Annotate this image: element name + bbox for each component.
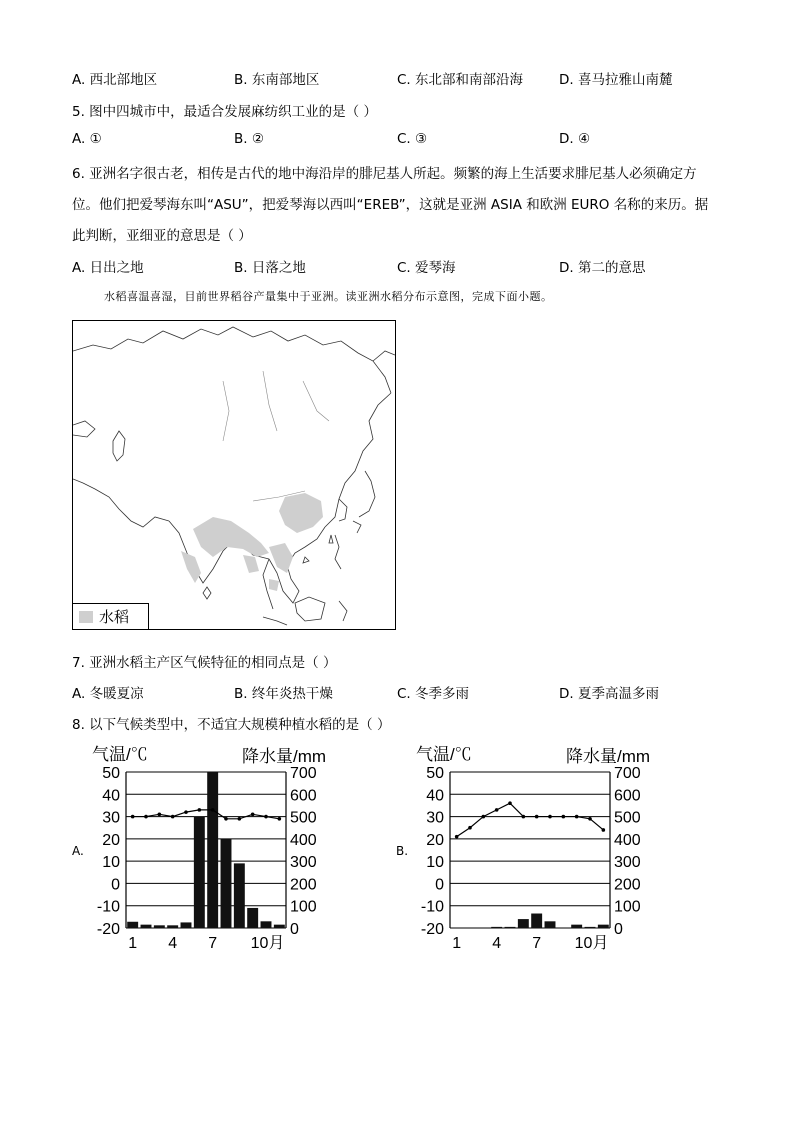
temperature-point [482, 815, 486, 819]
precip-bar [194, 817, 205, 928]
temperature-point [211, 808, 215, 812]
precip-bar [571, 925, 582, 928]
precip-bar [154, 925, 165, 928]
precip-bar [207, 772, 218, 928]
q6-stem-line1: 6. 亚洲名字很古老，相传是古代的地中海沿岸的腓尼基人所起。频繁的海上生活要求腓尼基人必须确定方 [72, 166, 697, 182]
q7-option-a: A. 冬暖夏凉 [72, 686, 144, 702]
temperature-point [535, 815, 539, 819]
chart-tick-left: -10 [420, 898, 444, 916]
chart-tick-left: 40 [426, 787, 444, 805]
temperature-point [158, 813, 162, 817]
q7-option-b: B. 终年炎热干燥 [234, 686, 333, 702]
temperature-line [457, 803, 604, 836]
chart-tick-x: 10月 [574, 935, 609, 952]
q5-stem: 5. 图中四城市中，最适合发展麻纺织工业的是（ ） [72, 104, 377, 120]
precip-bar [141, 925, 152, 928]
chart-tick-left: 0 [435, 876, 444, 894]
chart-tick-x: 10月 [250, 935, 285, 952]
precip-bar [531, 914, 542, 928]
temperature-point [575, 815, 579, 819]
q4-option-c: C. 东北部和南部沿海 [397, 72, 524, 88]
temperature-line [133, 810, 280, 819]
temperature-point [495, 808, 499, 812]
chart-tick-left: -10 [96, 898, 120, 916]
chart-tick-x: 4 [492, 935, 502, 952]
chart-tick-left: 50 [426, 765, 444, 782]
precip-bar [505, 927, 516, 928]
chart-tick-right: 500 [614, 809, 641, 827]
legend-rice-label: 水稻 [99, 608, 130, 626]
chart-ylabel-right: 降水量/mm [566, 747, 651, 766]
q6-stem-line3: 此判断，亚细亚的意思是（ ） [72, 228, 252, 244]
climate-chart-a [82, 738, 352, 958]
chart-tick-left: 20 [426, 831, 444, 849]
precip-bar [221, 839, 232, 928]
chart-tick-left: 10 [426, 854, 444, 872]
q6-stem-line2: 位。他们把爱琴海东叫“ASU”，把爱琴海以西叫“EREB”，这就是亚洲 ASIA 和欧洲 EURO 名称的来历。据 [72, 197, 709, 213]
temperature-point [238, 817, 242, 821]
precip-bar [585, 927, 596, 928]
precip-bar [545, 921, 556, 928]
chart-tick-left: 40 [102, 787, 120, 805]
chart-ylabel-right: 降水量/mm [242, 747, 327, 766]
q5-option-b: B. ② [234, 131, 264, 147]
temperature-point [562, 815, 566, 819]
precip-bar [127, 922, 138, 928]
chart-b-option-label: B. [396, 844, 409, 858]
temperature-point [224, 817, 228, 821]
chart-tick-left: 30 [426, 809, 444, 827]
chart-ylabel-left: 气温/℃ [416, 745, 472, 764]
temperature-point [508, 801, 512, 805]
q7-option-c: C. 冬季多雨 [397, 686, 470, 702]
precip-bar [247, 908, 258, 928]
asia-map-drawing [73, 321, 396, 630]
chart-tick-right: 0 [290, 921, 299, 938]
q6-option-a: A. 日出之地 [72, 260, 144, 276]
legend-rice-swatch [79, 611, 93, 623]
chart-tick-left: 50 [102, 765, 120, 782]
q5-option-c: C. ③ [397, 131, 428, 147]
q6-option-c: C. 爱琴海 [397, 260, 456, 276]
chart-tick-left: -20 [420, 921, 444, 938]
chart-tick-left: 0 [111, 876, 120, 894]
chart-ylabel-left: 气温/℃ [92, 745, 148, 764]
temperature-point [171, 815, 175, 819]
q5-option-a: A. ① [72, 131, 102, 147]
temperature-point [251, 813, 255, 817]
chart-tick-right: 300 [614, 854, 641, 872]
map-legend [73, 603, 149, 629]
q4-option-d: D. 喜马拉雅山南麓 [559, 72, 673, 88]
chart-tick-x: 7 [532, 935, 542, 952]
chart-tick-right: 400 [614, 831, 641, 849]
temperature-point [588, 817, 592, 821]
chart-tick-x: 7 [208, 935, 218, 952]
temperature-point [131, 815, 135, 819]
temperature-point [144, 815, 148, 819]
chart-a-option-label: A. [72, 844, 84, 858]
chart-tick-right: 200 [290, 876, 317, 894]
chart-tick-x: 1 [128, 935, 138, 952]
q8-stem: 8. 以下气候类型中，不适宜大规模种植水稻的是（ ） [72, 717, 391, 733]
temperature-point [455, 835, 459, 839]
precip-bar [181, 922, 192, 928]
chart-tick-left: 20 [102, 831, 120, 849]
temperature-point [468, 826, 472, 830]
precip-bar [274, 925, 285, 928]
q5-option-d: D. ④ [559, 131, 591, 147]
chart-tick-x: 1 [452, 935, 462, 952]
precip-bar [518, 919, 529, 928]
q7-stem: 7. 亚洲水稻主产区气候特征的相同点是（ ） [72, 655, 337, 671]
precip-bar [261, 921, 272, 928]
temperature-point [184, 810, 188, 814]
rice-intro-text: 水稻喜温喜湿，目前世界稻谷产量集中于亚洲。读亚洲水稻分布示意图，完成下面小题。 [104, 290, 553, 303]
chart-tick-left: 30 [102, 809, 120, 827]
chart-tick-right: 500 [290, 809, 317, 827]
temperature-point [198, 808, 202, 812]
precip-bar [234, 863, 245, 928]
chart-tick-right: 100 [614, 898, 641, 916]
precip-bar [491, 927, 502, 928]
temperature-point [264, 815, 268, 819]
temperature-point [522, 815, 526, 819]
chart-tick-right: 0 [614, 921, 623, 938]
chart-tick-right: 700 [290, 765, 317, 782]
temperature-point [602, 828, 606, 832]
chart-tick-right: 300 [290, 854, 317, 872]
precip-bar [167, 925, 178, 928]
climate-chart-b [406, 738, 676, 958]
q4-option-a: A. 西北部地区 [72, 72, 158, 88]
asia-rice-map [72, 320, 396, 630]
chart-tick-right: 100 [290, 898, 317, 916]
q6-option-d: D. 第二的意思 [559, 260, 646, 276]
chart-tick-right: 600 [290, 787, 317, 805]
chart-tick-left: 10 [102, 854, 120, 872]
temperature-point [278, 817, 282, 821]
chart-tick-left: -20 [96, 921, 120, 938]
chart-tick-right: 700 [614, 765, 641, 782]
temperature-point [548, 815, 552, 819]
q6-option-b: B. 日落之地 [234, 260, 306, 276]
chart-tick-right: 200 [614, 876, 641, 894]
chart-tick-right: 600 [614, 787, 641, 805]
precip-bar [598, 925, 609, 928]
q7-option-d: D. 夏季高温多雨 [559, 686, 659, 702]
q4-option-b: B. 东南部地区 [234, 72, 320, 88]
chart-tick-x: 4 [168, 935, 178, 952]
chart-tick-right: 400 [290, 831, 317, 849]
